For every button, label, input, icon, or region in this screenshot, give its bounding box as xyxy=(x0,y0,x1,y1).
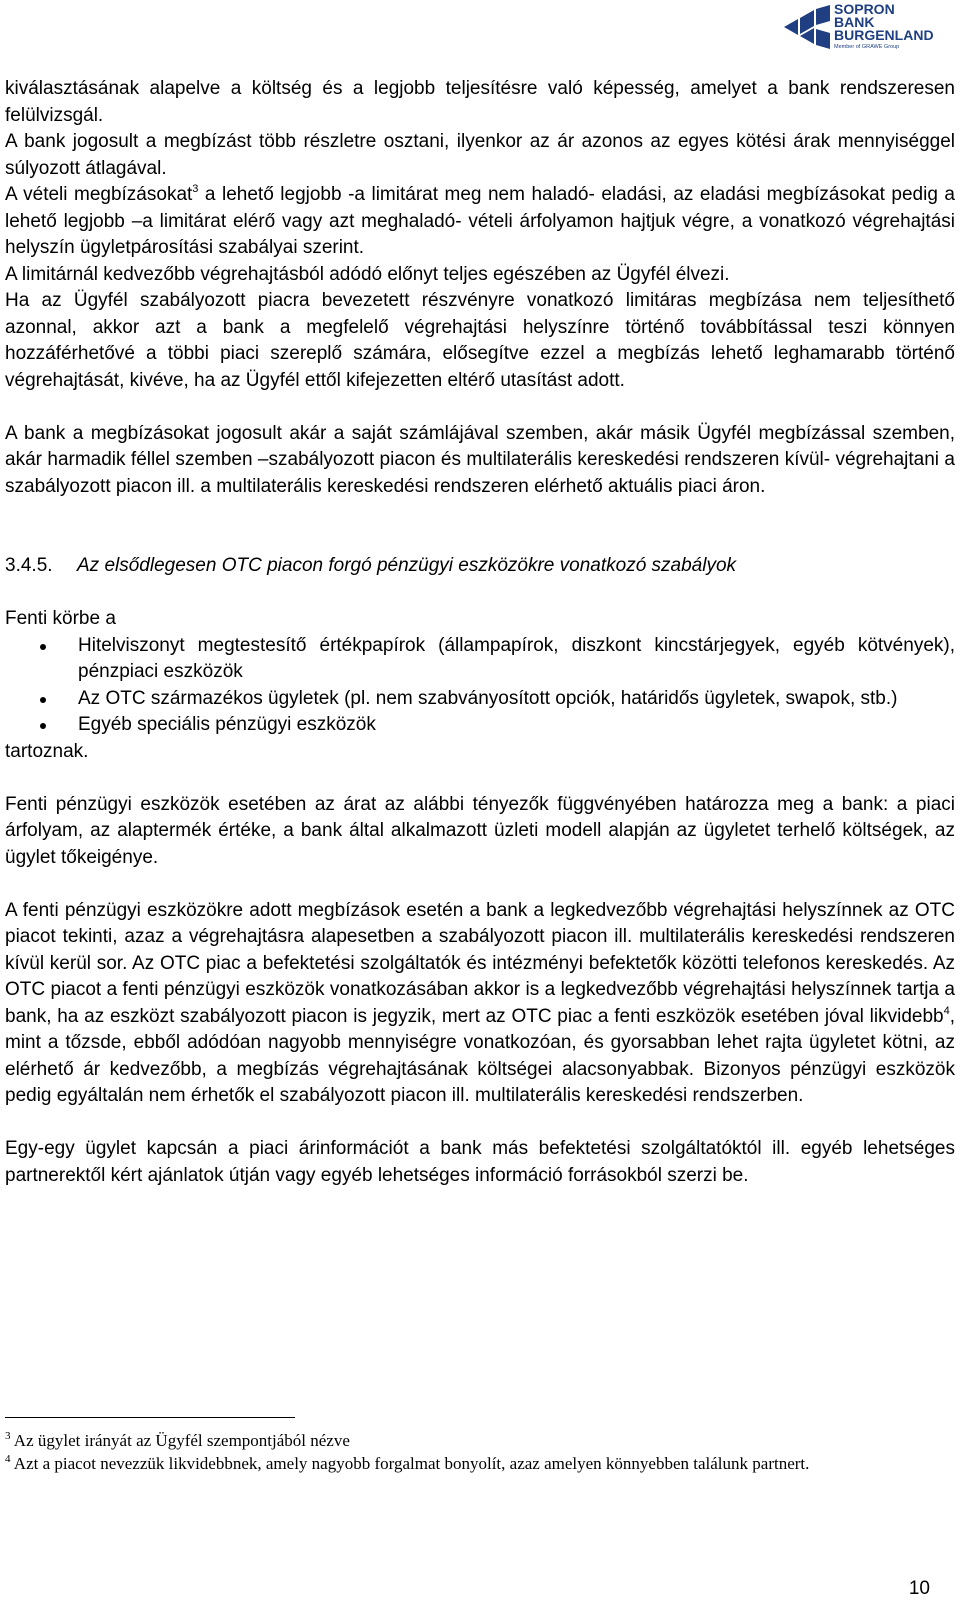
paragraph: A bank a megbízásokat jogosult akár a saját számlájával szemben, akár másik Ügyfél megbízással szemben, akár harmadik féllel szemben –szabályozott piacon és multilaterális kereskedési rendszeren kívül- végrehajtani a szabályozott piacon ill. a multilaterális kereskedési rendszeren elérhető aktuális piaci áron. xyxy=(5,422,955,497)
logo-line-2: BANK xyxy=(834,14,875,30)
document-body xyxy=(5,76,955,1189)
section-number: 3.4.5. xyxy=(5,555,53,576)
page-number: 10 xyxy=(908,1578,930,1599)
footnote-4 xyxy=(5,1452,905,1475)
paragraph: kiválasztásának alapelve a költség és a legjobb teljesítésre való képesség, amelyet a bank rendszeresen felülvizsgál. xyxy=(5,78,955,126)
bullet-icon xyxy=(40,644,46,650)
logo-mark-icon xyxy=(784,5,830,49)
footnote-number: 3 xyxy=(5,1430,11,1442)
paragraph: Fenti pénzügyi eszközök esetében az árat az alábbi tényezők függvényében határozza meg a bank: a piaci árfolyam, az alaptermék értéke, a bank által alkalmazott üzleti modell alapján az ügyletet terhelő költségek, az ügylet tőkeigénye. xyxy=(5,793,955,868)
paragraph-text: a lehető legjobb -a limitárat meg nem haladó- eladási, az eladási megbízásokat pedig a lehető legjobb –a limitárat elérő vagy azt meghaladó- vételi árfolyamon hajtjuk végre, a vonatkozó végrehajtási helyszín ügyletpárosítási szabályai szerint. xyxy=(5,184,955,258)
footnote-3 xyxy=(5,1429,905,1452)
paragraph-text: A vételi megbízásokat xyxy=(5,184,193,205)
list-item: Az OTC származékos ügyletek (pl. nem szabványosított opciók, határidős ügyletek, swapok, stb.) xyxy=(5,686,955,713)
list-intro: Fenti körbe a xyxy=(5,608,116,629)
footnote-ref-4[interactable]: 4 xyxy=(943,1004,950,1017)
paragraph: A limitárnál kedvezőbb végrehajtásból adódó előnyt teljes egészében az Ügyfél élvezi. xyxy=(5,263,730,285)
footnote-number: 4 xyxy=(5,1453,11,1465)
list-item: Egyéb speciális pénzügyi eszközök xyxy=(5,712,955,739)
paragraph-with-footnote-3 xyxy=(5,182,955,262)
paragraph-text: A fenti pénzügyi eszközökre adott megbízások esetén a bank a legkedvezőbb végrehajtási helyszínnek az OTC piacot tekinti, azaz a végrehajtásra alapesetben a szabályozott piacon ill. multilaterális kereskedési rendszeren kívül kerül sor. Az OTC piac a befektetési szolgáltatók és intézményi befektetők közötti telefonos kereskedés. Az OTC piacot a fenti pénzügyi eszközök vonatkozásában akkor is a legkedvezőbb végrehajtási helyszínnek tartja a bank, ha az eszközt szabályozott piacon is jegyzik, mert az OTC piac a fenti eszközök esetében jóval likvidebb xyxy=(5,899,955,1027)
bullet-list xyxy=(5,633,955,739)
logo-line-3: BURGENLAND xyxy=(834,27,934,43)
paragraph: Ha az Ügyfél szabályozott piacra bevezetett részvényre vonatkozó limitáras megbízása nem teljesíthető azonnal, akkor azt a bank a megfelelő végrehajtási helyszínre történő továbbítással teszi könnyen hozzáférhetővé a többi piaci szereplő számára, elősegítve ezzel a megbízás lehető leghamarabb történő végrehajtását, kivéve, ha az Ügyfél ettől kifejezetten eltérő utasítást adott. xyxy=(5,290,955,391)
paragraph: Egy-egy ügylet kapcsán a piaci árinformációt a bank más befektetési szolgáltatóktól ill. egyéb lehetséges partnerektől kért ajánlatok útján vagy egyéb lehetséges információ forrásokból szerzi be. xyxy=(5,1138,955,1186)
logo-subtitle: Member of GRAWE Group xyxy=(834,44,900,50)
bullet-icon xyxy=(40,697,46,703)
bank-logo xyxy=(784,1,934,51)
footnotes xyxy=(5,1429,905,1475)
logo-line-1: SOPRON xyxy=(834,1,895,17)
list-item: Hitelviszonyt megtestesítő értékpapírok (állampapírok, diszkont kincstárjegyek, egyéb kötvények), pénzpiaci eszközök xyxy=(5,633,955,686)
paragraph: A bank jogosult a megbízást több részletre osztani, ilyenkor az ár azonos az egyes kötési árak mennyiséggel súlyozott átlagával. xyxy=(5,131,955,179)
footnote-text: Az ügylet irányát az Ügyfél szempontjából nézve xyxy=(10,1431,350,1450)
footnote-ref-3[interactable]: 3 xyxy=(192,183,199,195)
logo-wordmark xyxy=(834,3,934,42)
list-outro: tartoznak. xyxy=(5,740,89,762)
paragraph-with-footnote-4 xyxy=(5,898,955,1110)
bullet-icon xyxy=(40,723,46,729)
footnote-divider xyxy=(5,1417,295,1418)
section-heading xyxy=(5,553,955,580)
footnote-text: Azt a piacot nevezzük likvidebbnek, amely nagyobb forgalmat bonyolít, azaz amelyen könnyebben találunk partnert. xyxy=(10,1454,810,1473)
paragraph-text: , mint a tőzsde, ebből adódóan nagyobb mennyiségre vonatkozóan, és gyorsabban lehet rajta ügyletet kötni, az elérhető ár kedvezőbb, a megbízás végrehajtásának költségei alacsonyabbak. Bizonyos pénzügyi eszközök pedig egyáltalán nem érhetők el szabályozott piacon ill. multilaterális kereskedési rendszerben. xyxy=(5,1005,955,1106)
section-title: Az elsődlegesen OTC piacon forgó pénzügyi eszközökre vonatkozó szabályok xyxy=(77,555,737,576)
